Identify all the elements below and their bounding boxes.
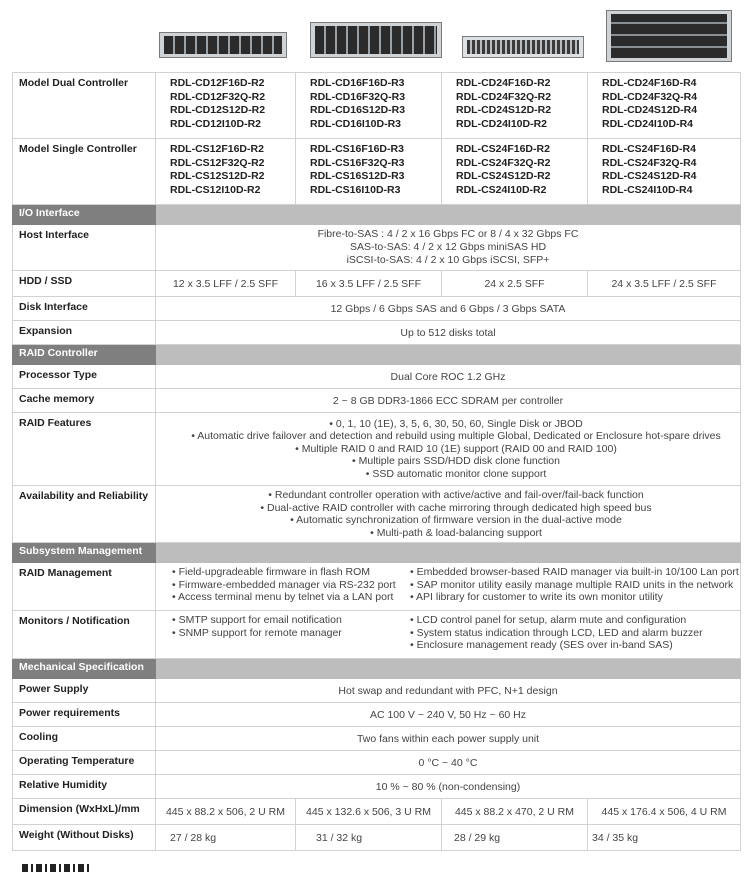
bullet-item: • Embedded browser-based RAID manager via built-in 10/100 Lan port (410, 566, 739, 578)
row-monitors (13, 611, 741, 659)
value-cache: 2 ~ 8 GB DDR3-1866 ECC SDRAM per controller (156, 389, 741, 413)
section-fill (156, 659, 741, 679)
model-code: RDL-CD24S12D-R4 (602, 104, 698, 116)
bullet-item: • Multi-path & load-balancing support (370, 526, 542, 539)
value-raid-features (156, 413, 741, 486)
row-hdd-ssd (13, 271, 741, 297)
model-code: RDL-CS24S12D-R2 (456, 170, 551, 182)
bullet-item: • Enclosure management ready (SES over in-band SAS) (410, 639, 673, 651)
label-power-supply: Power Supply (13, 679, 156, 703)
bullet-item: • Dual-active RAID controller with cache mirroring through dedicated high speed bus (260, 501, 652, 514)
model-dual-col4 (588, 73, 741, 139)
model-single-col3 (442, 139, 588, 205)
section-raid (13, 345, 741, 365)
row-model-dual (13, 73, 741, 139)
label-weight: Weight (Without Disks) (13, 825, 156, 851)
value-hdd-2: 16 x 3.5 LFF / 2.5 SFF (296, 271, 442, 297)
model-code: RDL-CS24F16D-R4 (602, 143, 696, 155)
bullet-item: • Automatic drive failover and detection and rebuild using multiple Global, Dedicated or Enclosure hot-spare drives (191, 430, 721, 443)
row-weight (13, 825, 741, 851)
bullet-item: • Firmware-embedded manager via RS-232 port (172, 578, 396, 591)
model-code: RDL-CD24F32Q-R4 (602, 90, 698, 103)
model-code: RDL-CS16F32Q-R3 (310, 156, 405, 169)
label-humidity: Relative Humidity (13, 775, 156, 799)
value-wt-2: 31 / 32 kg (296, 825, 442, 851)
value-monitors (156, 611, 741, 659)
model-code: RDL-CS16S12D-R3 (310, 170, 405, 182)
label-expansion: Expansion (13, 321, 156, 345)
value-hdd-1: 12 x 3.5 LFF / 2.5 SFF (156, 271, 296, 297)
bullet-item: • Multiple pairs SSD/HDD disk clone function (352, 455, 560, 468)
value-dim-2: 445 x 132.6 x 506, 3 U RM (296, 799, 442, 825)
section-subsystem (13, 543, 741, 563)
label-availability: Availability and Reliability (13, 486, 156, 543)
model-code: RDL-CD24F16D-R2 (456, 77, 551, 89)
row-processor (13, 365, 741, 389)
section-title-raid: RAID Controller (13, 345, 156, 365)
label-monitors: Monitors / Notification (13, 611, 156, 659)
bullet-item: • SAP monitor utility easily manage multiple RAID units in the network (410, 578, 734, 591)
model-code: RDL-CD16I10D-R3 (310, 117, 402, 130)
bullet-item: • SSD automatic monitor clone support (365, 467, 547, 480)
value-power-supply: Hot swap and redundant with PFC, N+1 design (156, 679, 741, 703)
bullet-item: • 0, 1, 10 (1E), 3, 5, 6, 30, 50, 60, Single Disk or JBOD (329, 417, 583, 430)
model-code: RDL-CS12I10D-R2 (170, 183, 261, 196)
section-io (13, 205, 741, 225)
value-dim-1: 445 x 88.2 x 506, 2 U RM (156, 799, 296, 825)
label-temperature: Operating Temperature (13, 751, 156, 775)
model-code: RDL-CS24F32Q-R4 (602, 156, 697, 169)
value-host-interface (156, 225, 741, 271)
value-hdd-3: 24 x 2.5 SFF (442, 271, 588, 297)
model-code: RDL-CS24S12D-R4 (602, 170, 697, 182)
value-dim-3: 445 x 88.2 x 470, 2 U RM (442, 799, 588, 825)
model-code: RDL-CD24S12D-R2 (456, 104, 552, 116)
model-code: RDL-CS12F32Q-R2 (170, 156, 265, 169)
bullet-item: • Redundant controller operation with active/active and fail-over/fail-back function (268, 489, 644, 501)
model-code: RDL-CS24I10D-R2 (456, 183, 547, 196)
label-model-single: Model Single Controller (13, 139, 156, 205)
row-humidity (13, 775, 741, 799)
model-code: RDL-CD16F32Q-R3 (310, 90, 406, 103)
row-availability (13, 486, 741, 543)
model-code: RDL-CD16F16D-R3 (310, 77, 405, 89)
section-fill (156, 345, 741, 365)
value-expansion: Up to 512 disks total (156, 321, 741, 345)
model-single-col1 (156, 139, 296, 205)
model-code: RDL-CS16F16D-R3 (310, 143, 404, 155)
row-host-interface (13, 225, 741, 271)
value-wt-3: 28 / 29 kg (442, 825, 588, 851)
label-model-dual: Model Dual Controller (13, 73, 156, 139)
label-dimension: Dimension (WxHxL)/mm (13, 799, 156, 825)
section-fill (156, 543, 741, 563)
row-raid-features (13, 413, 741, 486)
row-cooling (13, 727, 741, 751)
product-images (155, 0, 741, 72)
model-code: RDL-CD12F32Q-R2 (170, 90, 266, 103)
value-raid-management (156, 563, 741, 611)
model-code: RDL-CD16S12D-R3 (310, 104, 406, 116)
row-cache (13, 389, 741, 413)
bullet-item: • LCD control panel for setup, alarm mute and configuration (410, 614, 687, 626)
label-cooling: Cooling (13, 727, 156, 751)
model-code: RDL-CD24F16D-R4 (602, 77, 697, 89)
row-disk-interface (13, 297, 741, 321)
model-code: RDL-CS24F32Q-R2 (456, 156, 551, 169)
model-dual-col1 (156, 73, 296, 139)
product-image-2u-12 (159, 32, 287, 58)
section-title-io: I/O Interface (13, 205, 156, 225)
model-code: RDL-CS16I10D-R3 (310, 183, 401, 196)
row-temperature (13, 751, 741, 775)
bullet-item: • Access terminal menu by telnet via a LAN port (172, 591, 394, 603)
model-code: RDL-CD24F32Q-R2 (456, 90, 552, 103)
bullet-item: • API library for customer to write its own monitor utility (410, 591, 663, 603)
row-power-requirements (13, 703, 741, 727)
bullet-item: • Multiple RAID 0 and RAID 10 (1E) support (RAID 00 and RAID 100) (295, 442, 617, 455)
bullet-item: • Automatic synchronization of firmware version in the dual-active mode (290, 514, 622, 526)
row-model-single (13, 139, 741, 205)
section-title-mechanical: Mechanical Specification (13, 659, 156, 679)
value-processor: Dual Core ROC 1.2 GHz (156, 365, 741, 389)
row-power-supply (13, 679, 741, 703)
model-code: RDL-CS12F16D-R2 (170, 143, 264, 155)
label-raid-features: RAID Features (13, 413, 156, 486)
model-code: RDL-CD24I10D-R4 (602, 117, 694, 130)
bullet-item: • Field-upgradeable firmware in flash ROM (172, 566, 371, 578)
value-power-requirements: AC 100 V ~ 240 V, 50 Hz ~ 60 Hz (156, 703, 741, 727)
value-cooling: Two fans within each power supply unit (156, 727, 741, 751)
model-code: RDL-CS24I10D-R4 (602, 183, 693, 196)
value-dim-4: 445 x 176.4 x 506, 4 U RM (588, 799, 741, 825)
product-image-4u-24 (606, 10, 732, 62)
value-wt-1: 27 / 28 kg (156, 825, 296, 851)
label-cache: Cache memory (13, 389, 156, 413)
value-wt-4: 34 / 35 kg (588, 825, 741, 851)
model-code: RDL-CD12F16D-R2 (170, 77, 265, 89)
model-single-col2 (296, 139, 442, 205)
model-code: RDL-CD24I10D-R2 (456, 117, 548, 130)
model-single-col4 (588, 139, 741, 205)
row-raid-management (13, 563, 741, 611)
model-code: RDL-CD12S12D-R2 (170, 104, 266, 116)
product-image-2u-24 (462, 36, 584, 58)
value-disk-interface: 12 Gbps / 6 Gbps SAS and 6 Gbps / 3 Gbps SATA (156, 297, 741, 321)
row-expansion (13, 321, 741, 345)
label-processor: Processor Type (13, 365, 156, 389)
section-title-subsystem: Subsystem Management (13, 543, 156, 563)
value-humidity: 10 % ~ 80 % (non-condensing) (156, 775, 741, 799)
host-line: iSCSI-to-SAS: 4 / 2 x 10 Gbps iSCSI, SFP+ (346, 254, 550, 266)
label-host-interface: Host Interface (13, 225, 156, 271)
model-code: RDL-CS12S12D-R2 (170, 170, 265, 182)
row-dimension (13, 799, 741, 825)
label-power-requirements: Power requirements (13, 703, 156, 727)
value-availability (156, 486, 741, 543)
host-line: SAS-to-SAS: 4 / 2 x 12 Gbps miniSAS HD (349, 241, 547, 253)
bullet-item: • SNMP support for remote manager (172, 626, 342, 639)
label-raid-management: RAID Management (13, 563, 156, 611)
bullet-item: • SMTP support for email notification (172, 614, 342, 626)
label-disk-interface: Disk Interface (13, 297, 156, 321)
qr-code-icon (22, 864, 92, 872)
section-mechanical (13, 659, 741, 679)
value-hdd-4: 24 x 3.5 LFF / 2.5 SFF (588, 271, 741, 297)
model-code: RDL-CD12I10D-R2 (170, 117, 262, 130)
spec-table (12, 72, 741, 851)
value-temperature: 0 °C ~ 40 °C (156, 751, 741, 775)
model-code: RDL-CS24F16D-R2 (456, 143, 550, 155)
bullet-item: • System status indication through LCD, LED and alarm buzzer (410, 626, 703, 639)
product-image-3u-16 (310, 22, 442, 58)
model-dual-col3 (442, 73, 588, 139)
model-dual-col2 (296, 73, 442, 139)
section-fill (156, 205, 741, 225)
label-hdd-ssd: HDD / SSD (13, 271, 156, 297)
host-line: Fibre-to-SAS : 4 / 2 x 16 Gbps FC or 8 / 4 x 32 Gbps FC (317, 228, 579, 240)
